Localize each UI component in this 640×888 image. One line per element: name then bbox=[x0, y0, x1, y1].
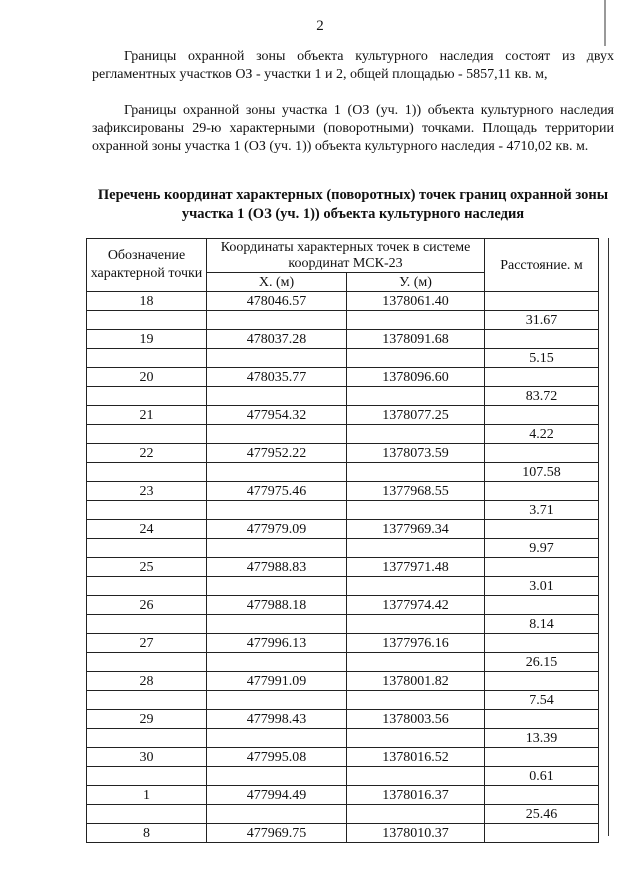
empty-cell bbox=[347, 653, 485, 672]
point-name: 21 bbox=[87, 406, 207, 425]
header-y: У. (м) bbox=[347, 273, 485, 292]
empty-cell bbox=[87, 501, 207, 520]
segment-distance: 13.39 bbox=[485, 729, 599, 748]
table-row bbox=[87, 824, 599, 843]
empty-cell bbox=[87, 463, 207, 482]
distance-spacer bbox=[485, 444, 599, 463]
empty-cell bbox=[87, 805, 207, 824]
empty-cell bbox=[207, 805, 347, 824]
x-coordinate: 477991.09 bbox=[207, 672, 347, 691]
distance-row bbox=[87, 387, 599, 406]
empty-cell bbox=[87, 577, 207, 596]
y-coordinate: 1378003.56 bbox=[347, 710, 485, 729]
empty-cell bbox=[207, 501, 347, 520]
empty-cell bbox=[87, 425, 207, 444]
header-x: X. (м) bbox=[207, 273, 347, 292]
paragraph-zone-1: Границы охранной зоны участка 1 (ОЗ (уч. 1)) объекта культурного наследия зафиксированы 29-ю характерными (поворотными) точками. Площадь территории охранной зоны участка 1 (ОЗ (уч. 1)) объекта культурного наследия - 4710,02 кв. м. bbox=[92, 103, 614, 154]
empty-cell bbox=[207, 577, 347, 596]
y-coordinate: 1378016.52 bbox=[347, 748, 485, 767]
segment-distance: 107.58 bbox=[485, 463, 599, 482]
y-coordinate: 1378091.68 bbox=[347, 330, 485, 349]
table-row bbox=[87, 710, 599, 729]
distance-row bbox=[87, 311, 599, 330]
empty-cell bbox=[347, 615, 485, 634]
empty-cell bbox=[87, 311, 207, 330]
x-coordinate: 477996.13 bbox=[207, 634, 347, 653]
distance-spacer bbox=[485, 786, 599, 805]
empty-cell bbox=[207, 539, 347, 558]
x-coordinate: 477952.22 bbox=[207, 444, 347, 463]
point-name: 20 bbox=[87, 368, 207, 387]
x-coordinate: 477954.32 bbox=[207, 406, 347, 425]
table-row bbox=[87, 444, 599, 463]
empty-cell bbox=[87, 349, 207, 368]
empty-cell bbox=[347, 425, 485, 444]
x-coordinate: 477988.83 bbox=[207, 558, 347, 577]
empty-cell bbox=[87, 729, 207, 748]
distance-row bbox=[87, 691, 599, 710]
empty-cell bbox=[207, 349, 347, 368]
x-coordinate: 477998.43 bbox=[207, 710, 347, 729]
x-coordinate: 477979.09 bbox=[207, 520, 347, 539]
point-name: 27 bbox=[87, 634, 207, 653]
table-row bbox=[87, 748, 599, 767]
distance-row bbox=[87, 615, 599, 634]
empty-cell bbox=[207, 691, 347, 710]
empty-cell bbox=[347, 349, 485, 368]
x-coordinate: 477969.75 bbox=[207, 824, 347, 843]
table-row bbox=[87, 406, 599, 425]
y-coordinate: 1378010.37 bbox=[347, 824, 485, 843]
point-name: 8 bbox=[87, 824, 207, 843]
table-heading: Перечень координат характерных (поворотных) точек границ охранной зоны участка 1 (ОЗ (уч. 1)) объекта культурного наследия bbox=[97, 187, 609, 222]
distance-spacer bbox=[485, 748, 599, 767]
x-coordinate: 477988.18 bbox=[207, 596, 347, 615]
segment-distance: 8.14 bbox=[485, 615, 599, 634]
distance-spacer bbox=[485, 824, 599, 843]
segment-distance: 0.61 bbox=[485, 767, 599, 786]
y-coordinate: 1377971.48 bbox=[347, 558, 485, 577]
point-name: 25 bbox=[87, 558, 207, 577]
empty-cell bbox=[87, 691, 207, 710]
x-coordinate: 478035.77 bbox=[207, 368, 347, 387]
distance-spacer bbox=[485, 596, 599, 615]
empty-cell bbox=[347, 767, 485, 786]
point-name: 24 bbox=[87, 520, 207, 539]
empty-cell bbox=[207, 425, 347, 444]
y-coordinate: 1378073.59 bbox=[347, 444, 485, 463]
empty-cell bbox=[87, 767, 207, 786]
table-row bbox=[87, 596, 599, 615]
page-number: 2 bbox=[316, 18, 324, 34]
right-margin-line bbox=[608, 238, 609, 836]
empty-cell bbox=[347, 311, 485, 330]
empty-cell bbox=[87, 615, 207, 634]
y-coordinate: 1378016.37 bbox=[347, 786, 485, 805]
distance-row bbox=[87, 729, 599, 748]
distance-spacer bbox=[485, 368, 599, 387]
x-coordinate: 478037.28 bbox=[207, 330, 347, 349]
point-name: 26 bbox=[87, 596, 207, 615]
point-name: 1 bbox=[87, 786, 207, 805]
segment-distance: 25.46 bbox=[485, 805, 599, 824]
header-point-name: Обозначение характерной точки bbox=[87, 239, 207, 292]
y-coordinate: 1378096.60 bbox=[347, 368, 485, 387]
distance-spacer bbox=[485, 634, 599, 653]
table-row bbox=[87, 558, 599, 577]
segment-distance: 5.15 bbox=[485, 349, 599, 368]
coordinates-table bbox=[86, 238, 599, 843]
segment-distance: 3.01 bbox=[485, 577, 599, 596]
point-name: 28 bbox=[87, 672, 207, 691]
distance-spacer bbox=[485, 520, 599, 539]
x-coordinate: 477995.08 bbox=[207, 748, 347, 767]
empty-cell bbox=[347, 539, 485, 558]
segment-distance: 9.97 bbox=[485, 539, 599, 558]
distance-row bbox=[87, 501, 599, 520]
distance-spacer bbox=[485, 558, 599, 577]
distance-spacer bbox=[485, 330, 599, 349]
table-row bbox=[87, 482, 599, 501]
table-row bbox=[87, 672, 599, 691]
x-coordinate: 477975.46 bbox=[207, 482, 347, 501]
y-coordinate: 1378077.25 bbox=[347, 406, 485, 425]
distance-row bbox=[87, 425, 599, 444]
empty-cell bbox=[207, 729, 347, 748]
paragraph-total-area: Границы охранной зоны объекта культурного наследия состоят из двух регламентных участков ОЗ - участки 1 и 2, общей площадью - 5857,11 кв. м, bbox=[92, 49, 614, 82]
empty-cell bbox=[87, 653, 207, 672]
y-coordinate: 1377969.34 bbox=[347, 520, 485, 539]
distance-row bbox=[87, 653, 599, 672]
header-distance: Расстояние. м bbox=[485, 239, 599, 292]
segment-distance: 83.72 bbox=[485, 387, 599, 406]
empty-cell bbox=[347, 691, 485, 710]
distance-row bbox=[87, 805, 599, 824]
table-row bbox=[87, 520, 599, 539]
empty-cell bbox=[347, 729, 485, 748]
y-coordinate: 1377976.16 bbox=[347, 634, 485, 653]
empty-cell bbox=[347, 805, 485, 824]
table-row bbox=[87, 786, 599, 805]
segment-distance: 7.54 bbox=[485, 691, 599, 710]
point-name: 22 bbox=[87, 444, 207, 463]
segment-distance: 26.15 bbox=[485, 653, 599, 672]
header-coordinates: Координаты характерных точек в системе координат МСК-23 bbox=[207, 239, 485, 273]
point-name: 30 bbox=[87, 748, 207, 767]
table-row bbox=[87, 634, 599, 653]
y-coordinate: 1377968.55 bbox=[347, 482, 485, 501]
empty-cell bbox=[207, 653, 347, 672]
distance-spacer bbox=[485, 292, 599, 311]
distance-row bbox=[87, 767, 599, 786]
point-name: 18 bbox=[87, 292, 207, 311]
x-coordinate: 477994.49 bbox=[207, 786, 347, 805]
empty-cell bbox=[207, 615, 347, 634]
empty-cell bbox=[347, 501, 485, 520]
y-coordinate: 1378061.40 bbox=[347, 292, 485, 311]
empty-cell bbox=[347, 577, 485, 596]
point-name: 19 bbox=[87, 330, 207, 349]
distance-spacer bbox=[485, 482, 599, 501]
distance-row bbox=[87, 577, 599, 596]
table-row bbox=[87, 292, 599, 311]
point-name: 29 bbox=[87, 710, 207, 729]
distance-spacer bbox=[485, 672, 599, 691]
table-row bbox=[87, 330, 599, 349]
table-row bbox=[87, 368, 599, 387]
table-body bbox=[87, 292, 599, 843]
segment-distance: 31.67 bbox=[485, 311, 599, 330]
x-coordinate: 478046.57 bbox=[207, 292, 347, 311]
empty-cell bbox=[207, 463, 347, 482]
segment-distance: 4.22 bbox=[485, 425, 599, 444]
segment-distance: 3.71 bbox=[485, 501, 599, 520]
empty-cell bbox=[207, 311, 347, 330]
distance-row bbox=[87, 463, 599, 482]
empty-cell bbox=[207, 387, 347, 406]
empty-cell bbox=[347, 387, 485, 406]
empty-cell bbox=[87, 539, 207, 558]
y-coordinate: 1378001.82 bbox=[347, 672, 485, 691]
distance-row bbox=[87, 539, 599, 558]
empty-cell bbox=[87, 387, 207, 406]
distance-spacer bbox=[485, 406, 599, 425]
distance-row bbox=[87, 349, 599, 368]
empty-cell bbox=[347, 463, 485, 482]
empty-cell bbox=[207, 767, 347, 786]
distance-spacer bbox=[485, 710, 599, 729]
point-name: 23 bbox=[87, 482, 207, 501]
y-coordinate: 1377974.42 bbox=[347, 596, 485, 615]
